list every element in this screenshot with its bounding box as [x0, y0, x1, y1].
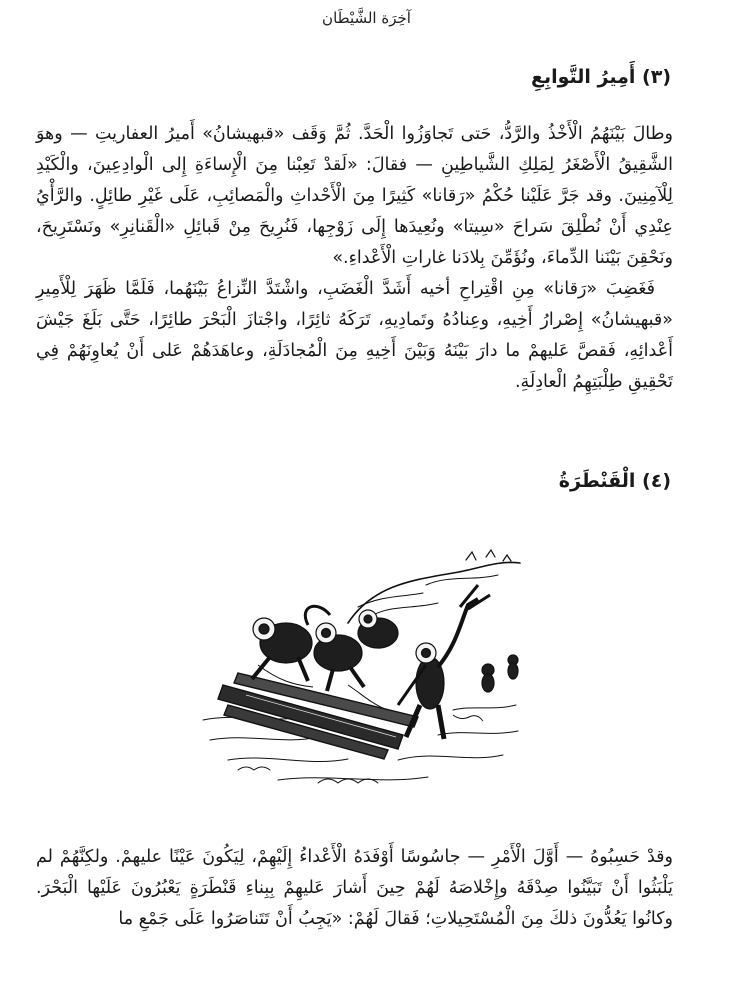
section-heading-4: (٤) الْقَنْطَرَةُ — [558, 470, 671, 492]
section-4-text — [36, 842, 673, 935]
section-heading-3: (٣) أَمِيرُ التَّوابِعِ — [530, 66, 671, 88]
paragraph: فَغَضِبَ «رَقانا» مِنِ اقْتِراحِ أخيه أَشَدَّ الْغَضَبِ، واشْتَدَّ النِّزاعُ بَيْنَهُما، فَلَمَّا ظَهَرَ لِلْأَمِيرِ «قبهيشانُ» إِصْرارُ أَخِيهِ، وعِنادُهُ وتَمادِيهِ، تَرَكَهُ ثائِرًا، واجْتازَ الْبَحْرَ طائِرًا، حَتَّى بَلَغَ جَيْشَ أَعْدائِهِ، فَقصَّ عَليهمْ ما دارَ بَيْنَهُ وَبَيْنَ أَخِيهِ مِنَ الْمُجادَلَةِ، وعاهَدَهُمْ عَلى أَنْ يُعاوِنَهُمْ فِي تَحْقِيقِ طِلْبَتِهِمُ الْعادِلَةِ. — [36, 279, 673, 392]
paragraph: وقدْ حَسِبُوهُ — أَوَّلَ الْأَمْرِ — جاسُوسًا أَوْفَدَهُ الْأَعْداءُ إِلَيْهِمْ، لِيَكُونَ عَيْنًا عليهمْ. ولكِنَّهُمْ لم يَلْبَثُوا أَنْ تَبَيَّنُوا صِدْقَهُ وإِخْلاصَهُ لَهُمْ حِينَ أَشارَ عَليهِمْ بِبِناءِ قَنْطَرَةٍ يَعْبُرُونَ عَلَيْها الْبَحْرَ. وكانُوا يَعُدُّونَ ذلكَ مِنَ الْمُسْتَحِيلاتِ؛ فَقالَ لَهُمْ: «يَجِبُ أَنْ تَتَناصَرُوا عَلَى جَمْعِ ما — [36, 847, 673, 929]
running-header: آخِرَة الشَّيْطَان — [322, 9, 411, 27]
monkeys-building-raft-icon — [198, 545, 533, 795]
paragraph: وطالَ بَيْنَهُمُ الْأَخْذُ والرَّدُّ، حَتى تَجاوَزُوا الْحَدَّ. ثُمَّ وَقَف «قبهيشانُ» أَميرُ العفاريتِ — وهوَ الشَّقِيقُ الْأَصْغَرُ لِمَلِكِ الشَّياطِينِ — فقالَ: «لَقدْ تَعِبْنا مِنَ الْإِساءَةِ إِلى الْوادِعِينَ، والْكَيْدِ لِلْآمِنِينَ. وقد جَرَّ عَلَيْنا حُكْمُ «رَقانا» كَثِيرًا مِنَ الْأَحْداثِ والْمَصائِبِ، عَلَى غَيْرِ طائِلٍ. والرَّأْيُ عِنْدِي أَنْ نُطْلِقَ سَراحَ «سِيتا» ونُعِيدَها إِلَى زَوْجِها، فَنُرِيحَ مِنْ قَبائِلِ «الْقَنانِرِ» ونَسْتَرِيحَ، ونَحْقِنَ بَيْنَنا الدِّماءَ، ونُؤَمِّنَ بِلادَنا غاراتِ الْأَعْداءِ.» — [36, 124, 673, 268]
section-3-text — [36, 119, 673, 398]
